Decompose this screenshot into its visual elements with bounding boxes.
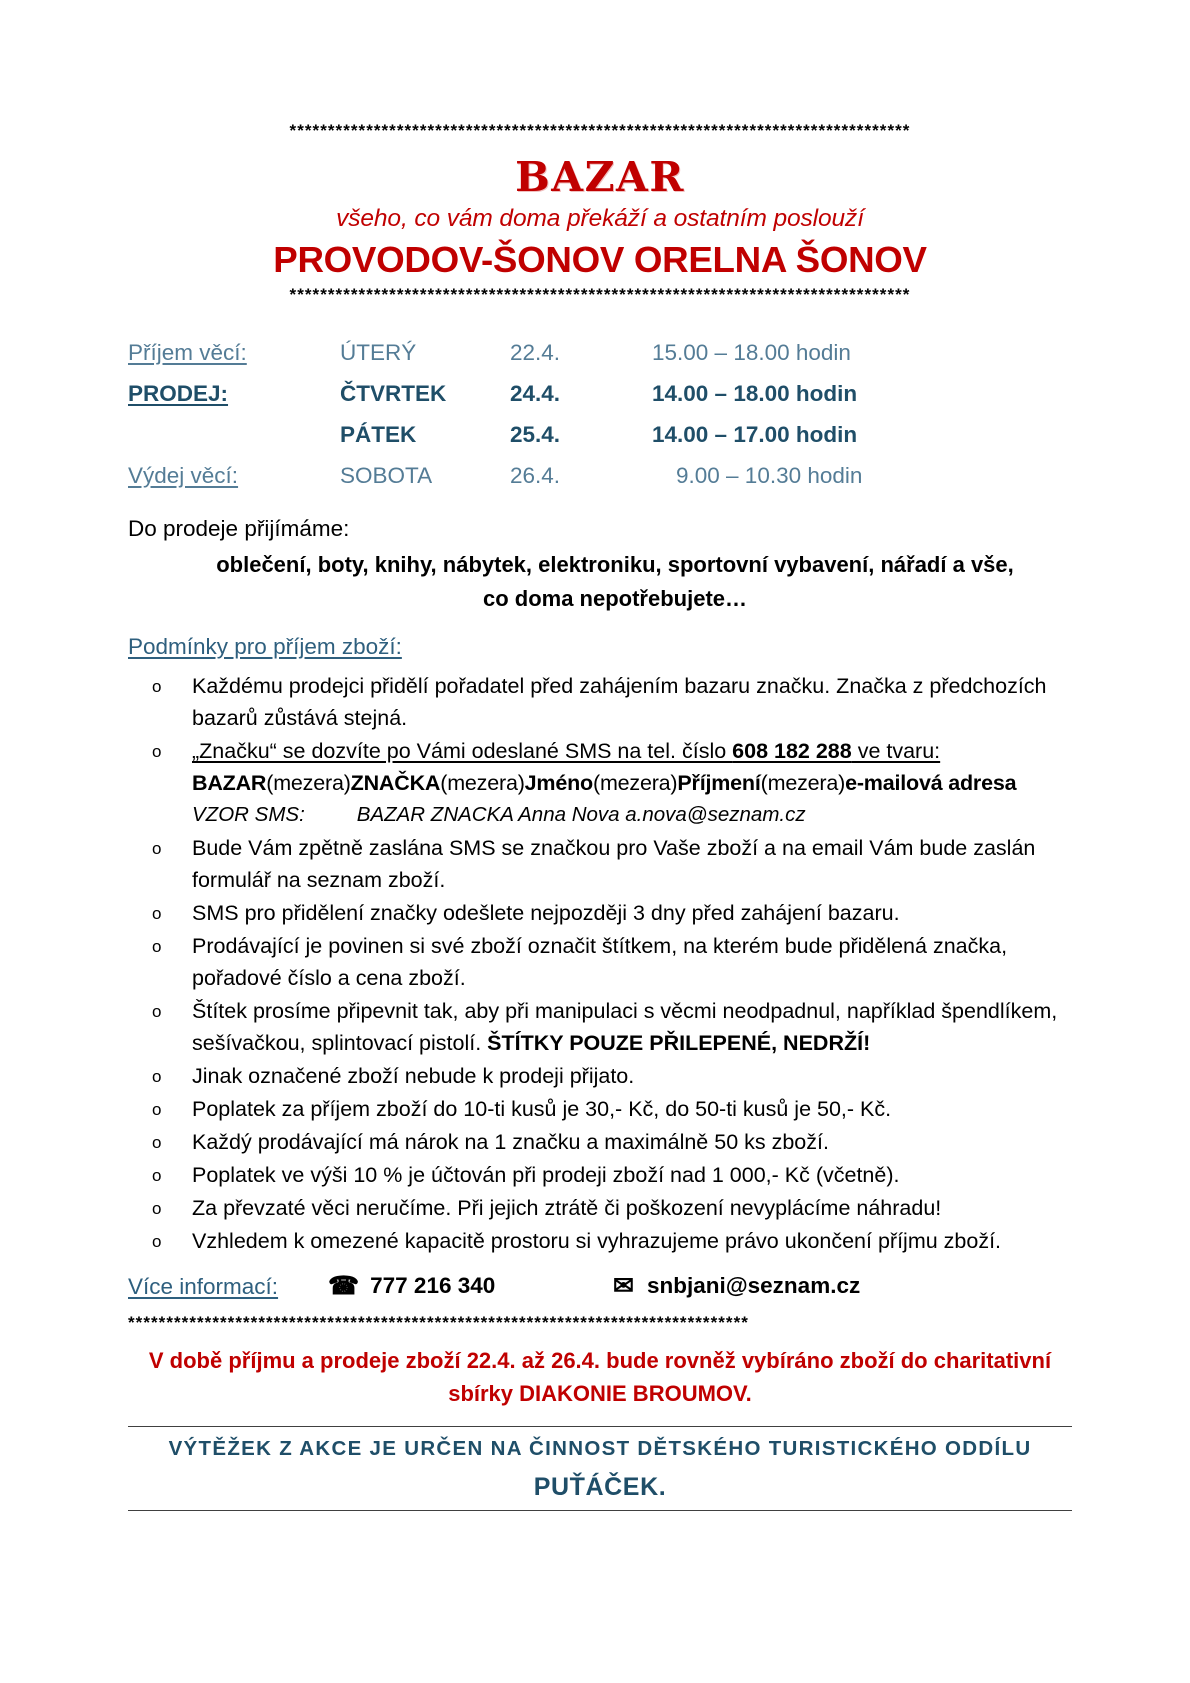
condition-text: Za převzaté věci neručíme. Při jejich ztrátě či poškození nevyplácíme náhradu! <box>192 1196 942 1220</box>
proceeds-highlight: PUŤÁČEK. <box>533 1472 667 1501</box>
sms-sample-text: BAZAR ZNACKA Anna Nova a.nova@seznam.cz <box>356 803 806 826</box>
condition-text: Každý prodávající má nárok na 1 značku a maximálně 50 ks zboží. <box>192 1130 829 1154</box>
sms-part-email: e-mailová adresa <box>845 771 1017 795</box>
list-item <box>128 1159 1072 1191</box>
list-item <box>128 832 1072 896</box>
schedule-table <box>128 332 1072 496</box>
list-item <box>128 897 1072 929</box>
condition-emphasis: ŠTÍTKY POUZE PŘILEPENÉ, NEDRŽÍ! <box>487 1031 871 1055</box>
list-item <box>128 670 1072 734</box>
sms-part-prijmeni: Příjmení <box>677 771 761 795</box>
phone-number: 777 216 340 <box>370 1273 496 1298</box>
accepted-goods-line-2: co doma nepotřebujete… <box>482 586 748 611</box>
condition-text: Štítek prosíme připevnit tak, aby při manipulaci s věcmi neodpadnul, například špendlíkem, sešívačkou, splintovací pistolí. <box>192 999 1058 1055</box>
sms-part-space-1: (mezera) <box>266 771 351 795</box>
email-address[interactable]: snbjani@seznam.cz <box>646 1273 861 1298</box>
page-subtitle: všeho, co vám doma překáží a ostatním poslouží <box>336 205 864 232</box>
condition-text: Vzhledem k omezené kapacitě prostoru si vyhrazujeme právo ukončení příjmu zboží. <box>192 1229 1002 1253</box>
schedule-day: SOBOTA <box>340 462 433 488</box>
list-item <box>128 995 1072 1059</box>
sms-sample-label: VZOR SMS: <box>192 803 305 826</box>
list-item <box>128 1126 1072 1158</box>
table-row <box>128 455 1072 496</box>
schedule-time: 14.00 – 18.00 hodin <box>652 380 858 406</box>
star-divider-top: ********************************************************************************* <box>289 124 911 140</box>
sms-part-space-3: (mezera) <box>592 771 678 795</box>
condition-text: Poplatek ve výši 10 % je účtován při prodeji zboží nad 1 000,- Kč (včetně). <box>192 1163 900 1187</box>
more-info-label: Více informací: <box>128 1273 279 1299</box>
email-contact <box>613 1273 860 1299</box>
conditions-list <box>128 670 1072 1257</box>
venue-title: PROVODOV-ŠONOV ORELNA ŠONOV <box>273 239 927 280</box>
schedule-day: PÁTEK <box>340 421 417 447</box>
star-divider-under-header: ********************************************************************************* <box>289 288 911 304</box>
proceeds-text: VÝTĚŽEK Z AKCE JE URČEN NA ČINNOST DĚTSKÉHO TURISTICKÉHO ODDÍLU <box>168 1436 1032 1460</box>
accepted-goods-line-1: oblečení, boty, knihy, nábytek, elektroniku, sportovní vybavení, nářadí a vše, <box>216 552 1014 577</box>
list-item <box>128 735 1072 831</box>
sms-part-space-2: (mezera) <box>440 771 525 795</box>
table-row <box>128 332 1072 373</box>
condition-sms-lead-b: ve tvaru: <box>851 739 941 763</box>
schedule-date: 22.4. <box>510 339 561 365</box>
charity-note <box>128 1344 1072 1410</box>
accepted-goods-intro: Do prodeje přijímáme: <box>128 516 350 541</box>
sms-part-space-4: (mezera) <box>760 771 846 795</box>
proceeds-note <box>128 1427 1072 1510</box>
list-item <box>128 1093 1072 1125</box>
schedule-date: 25.4. <box>510 421 561 447</box>
envelope-icon: ✉ <box>613 1271 634 1300</box>
schedule-date: 26.4. <box>510 462 561 488</box>
contact-row <box>128 1273 1072 1300</box>
sms-part-znacka: ZNAČKA <box>350 771 441 795</box>
condition-text: Jinak označené zboží nebude k prodeji přijato. <box>192 1064 635 1088</box>
charity-line-1: V době příjmu a prodeje zboží 22.4. až 26.4. bude rovněž vybíráno zboží do charitativní <box>148 1347 1052 1373</box>
condition-sms-lead-a: „Značku“ se dozvíte po Vámi odeslané SMS na tel. číslo <box>192 739 733 763</box>
conditions-heading: Podmínky pro příjem zboží: <box>128 634 402 659</box>
schedule-label <box>128 414 340 455</box>
schedule-label: PRODEJ: <box>128 380 229 406</box>
accepted-goods-list <box>128 548 1072 616</box>
schedule-day: ČTVRTEK <box>340 380 447 406</box>
star-divider-bottom: ********************************************************************************* <box>128 1315 749 1332</box>
schedule-time: 14.00 – 17.00 hodin <box>652 421 858 447</box>
phone-icon: ☎ <box>328 1271 360 1300</box>
schedule-time: 15.00 – 18.00 hodin <box>652 339 851 365</box>
table-row <box>128 373 1072 414</box>
list-item <box>128 1060 1072 1092</box>
condition-text: Bude Vám zpětně zaslána SMS se značkou pro Vaše zboží a na email Vám bude zaslán formulář na seznam zboží. <box>192 836 1036 892</box>
phone-contact <box>328 1273 613 1299</box>
condition-text: SMS pro přidělení značky odešlete nejpozději 3 dny před zahájení bazaru. <box>192 901 900 925</box>
list-item <box>128 1192 1072 1224</box>
sms-part-bazar: BAZAR <box>192 771 267 795</box>
list-item <box>128 930 1072 994</box>
condition-text: Každému prodejci přidělí pořadatel před zahájením bazaru značku. Značka z předchozích bazarů zůstává stejná. <box>192 674 1047 730</box>
divider-bottom-rule <box>128 1510 1072 1511</box>
page-title: BAZAR <box>515 153 685 201</box>
sms-part-jmeno: Jméno <box>524 771 593 795</box>
table-row <box>128 414 1072 455</box>
condition-text: Poplatek za příjem zboží do 10-ti kusů je 30,- Kč, do 50-ti kusů je 50,- Kč. <box>192 1097 892 1121</box>
sms-phone-number: 608 182 288 <box>732 739 852 763</box>
schedule-label: Výdej věcí: <box>128 462 239 488</box>
poster-header <box>128 124 1072 306</box>
schedule-day: ÚTERÝ <box>340 339 417 365</box>
schedule-time: 9.00 – 10.30 hodin <box>676 462 863 488</box>
schedule-label: Příjem věcí: <box>128 339 247 365</box>
condition-text: Prodávající je povinen si své zboží označit štítkem, na kterém bude přidělená značka, pořadové číslo a cena zboží. <box>192 934 1008 990</box>
list-item <box>128 1225 1072 1257</box>
charity-line-2: sbírky DIAKONIE BROUMOV. <box>448 1380 752 1406</box>
schedule-date: 24.4. <box>510 380 561 406</box>
sms-sample <box>192 799 1072 831</box>
sms-format <box>192 771 1016 795</box>
